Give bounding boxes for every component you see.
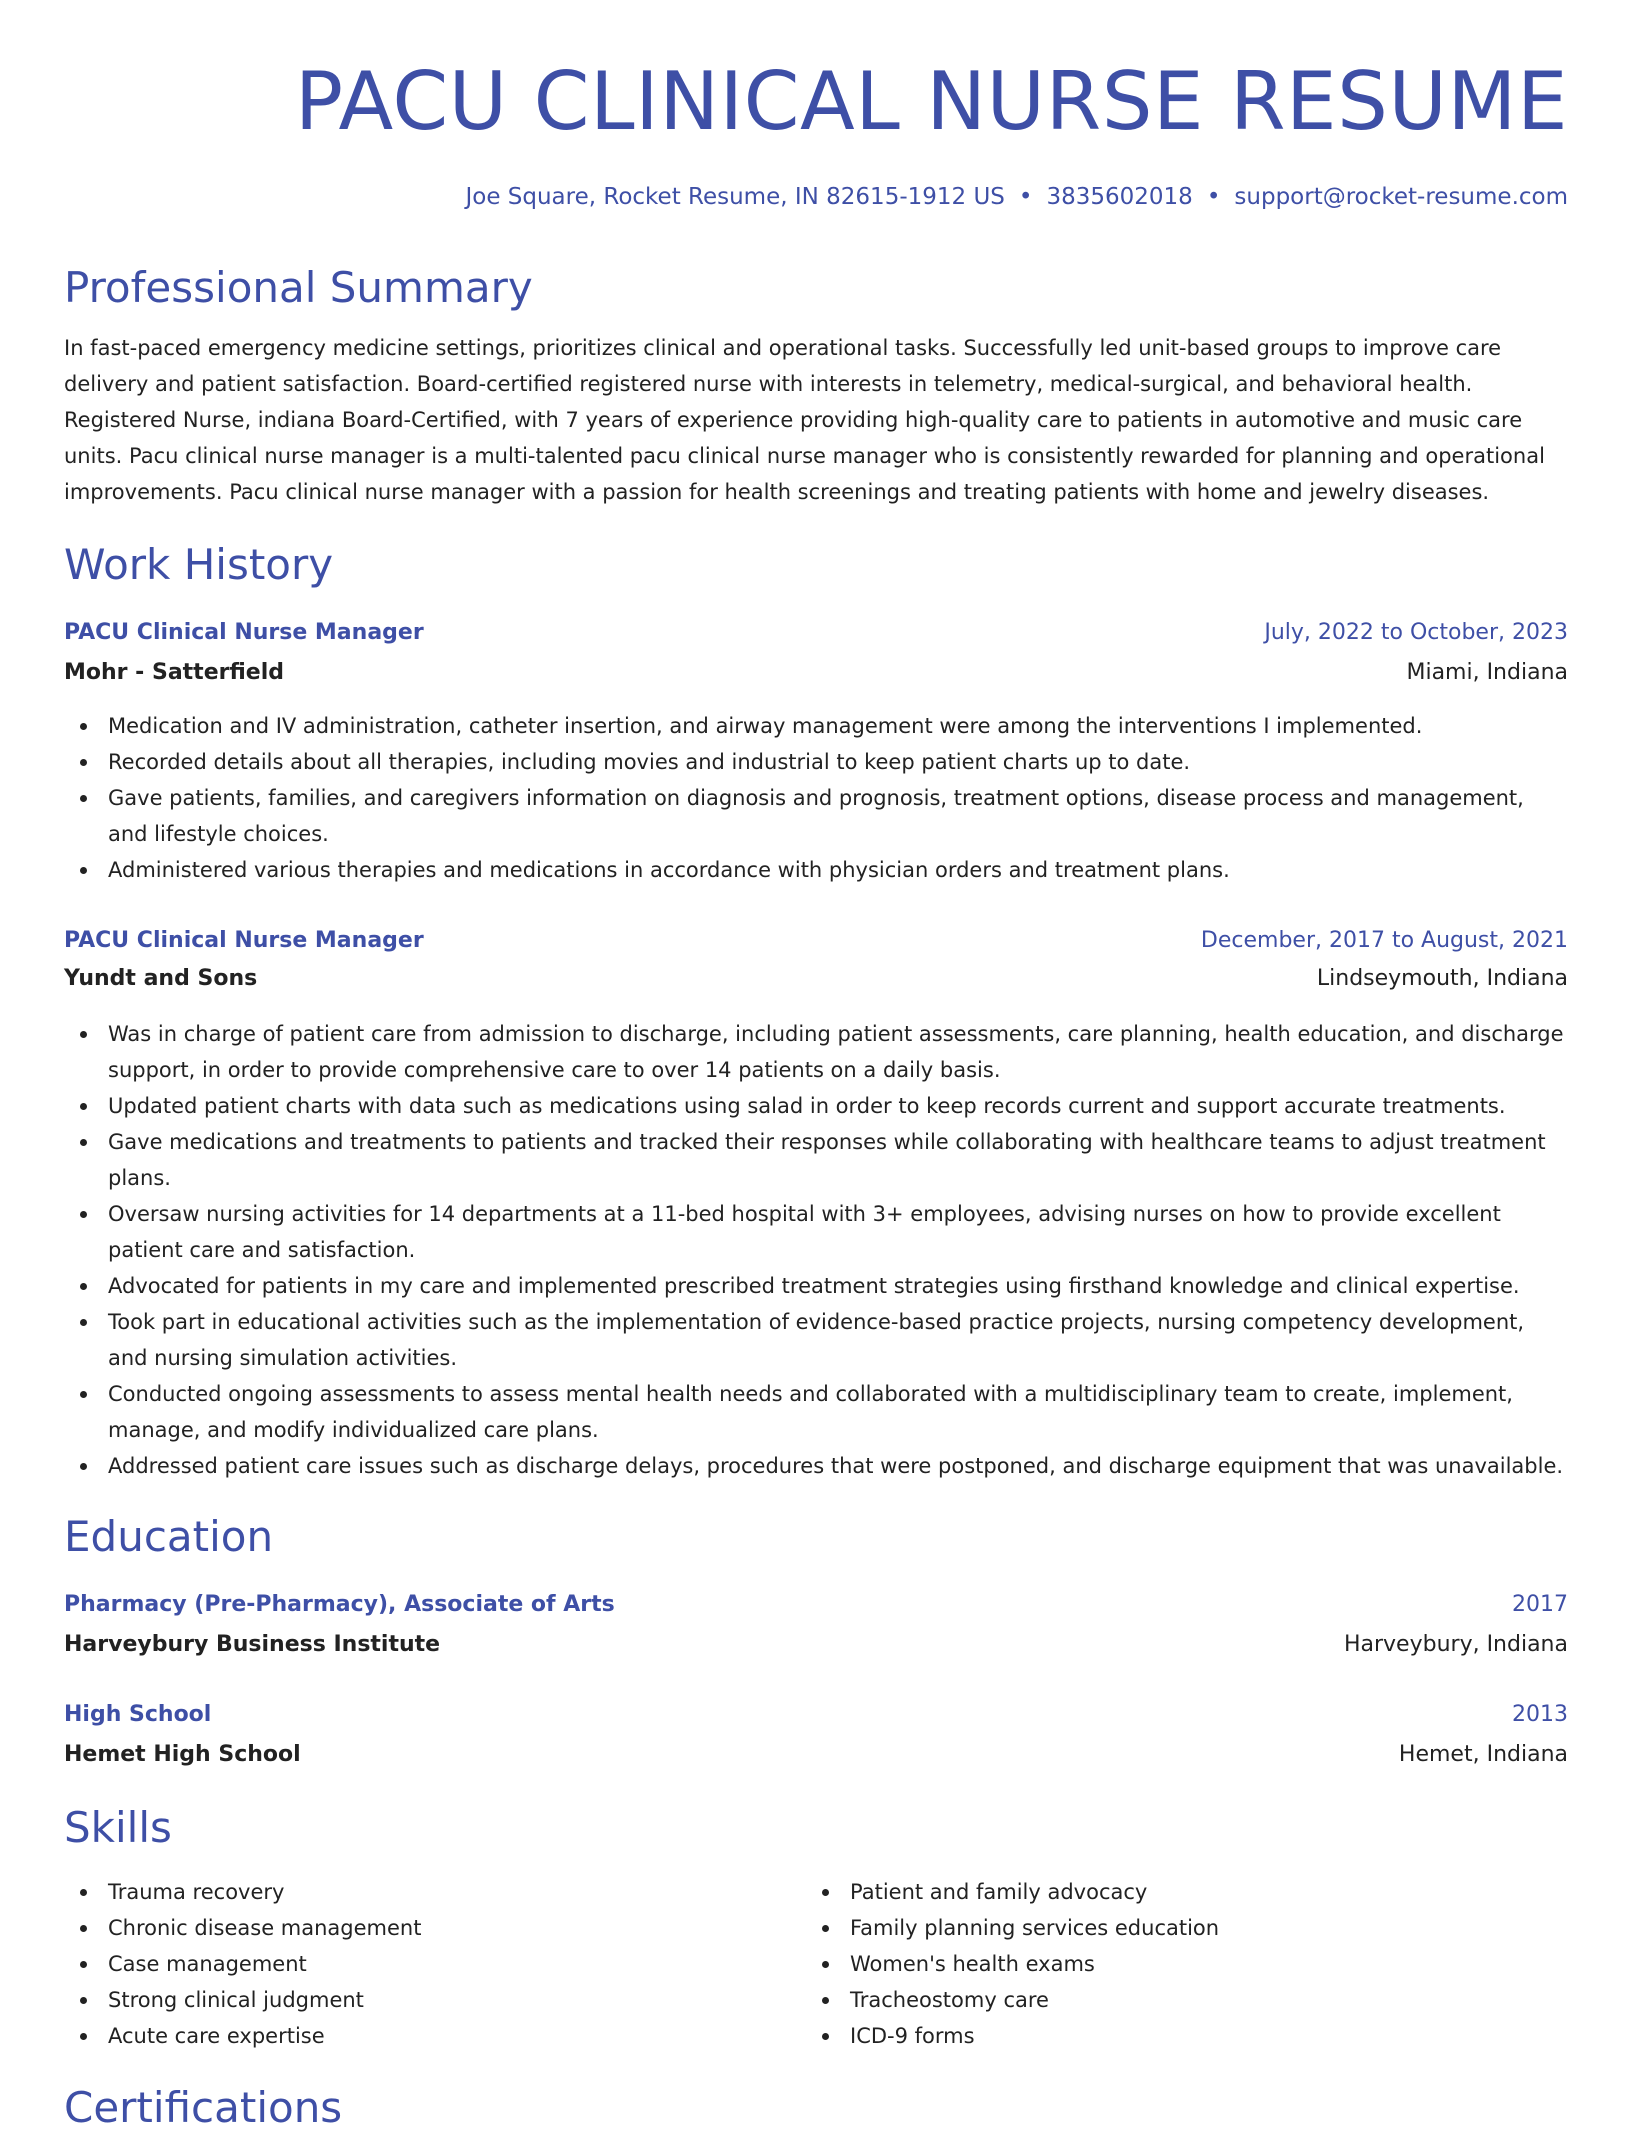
contact-email: support@rocket-resume.com bbox=[1234, 184, 1568, 210]
list-item: Trauma recovery bbox=[64, 1874, 1568, 1910]
job-dates: July, 2022 to October, 2023 bbox=[1264, 620, 1568, 645]
list-item: Tracheostomy care bbox=[806, 1982, 1632, 2018]
certifications-heading: Certifications bbox=[64, 2083, 343, 2132]
education-heading: Education bbox=[64, 1512, 274, 1561]
resume-title: PACU CLINICAL NURSE RESUME bbox=[294, 55, 1568, 148]
list-item: Patient and family advocacy bbox=[806, 1874, 1632, 1910]
list-item: Strong clinical judgment bbox=[64, 1982, 1568, 2018]
job-location: Lindseymouth, Indiana bbox=[1316, 966, 1568, 991]
list-item: Women's health exams bbox=[806, 1946, 1632, 1982]
job-title: PACU Clinical Nurse Manager bbox=[64, 620, 424, 645]
contact-line bbox=[465, 180, 1568, 214]
education-year: 2017 bbox=[1512, 1592, 1568, 1617]
job-dates: December, 2017 to August, 2021 bbox=[1200, 928, 1568, 953]
job-location: Miami, Indiana bbox=[1406, 660, 1568, 685]
list-item: Took part in educational activities such as the implementation of evidence-based practice projects, nursing competency development, and nursing simulation activities. bbox=[64, 1304, 1568, 1376]
skills-list-right bbox=[806, 1874, 1632, 2054]
education-school-row bbox=[64, 1628, 1568, 1662]
summary-heading: Professional Summary bbox=[64, 263, 533, 312]
list-item: Medication and IV administration, catheter insertion, and airway management were among the interventions I implemented. bbox=[64, 708, 1568, 744]
list-item: Updated patient charts with data such as medications using salad in order to keep records current and support accurate treatments. bbox=[64, 1088, 1568, 1124]
education-header bbox=[64, 1698, 1568, 1732]
list-item: Recorded details about all therapies, including movies and industrial to keep patient charts up to date. bbox=[64, 744, 1568, 780]
contact-phone: 3835602018 bbox=[1046, 184, 1193, 210]
skills-heading: Skills bbox=[64, 1803, 172, 1852]
job-company: Yundt and Sons bbox=[64, 966, 258, 991]
education-school: Harveybury Business Institute bbox=[64, 1632, 441, 1657]
list-item: Case management bbox=[64, 1946, 1568, 1982]
summary-text: In fast-paced emergency medicine settings, prioritizes clinical and operational tasks. Successfully led unit-based groups to improve care delivery and patient satisfaction. Board-certified registered nurse with interests in telemetry, medical-surgical, and behavioral health. Registered Nurse, indiana Board-Certified, with 7 years of experience providing high-quality care to patients in automotive and music care units. Pacu clinical nurse manager is a multi-talented pacu clinical nurse manager who is consistently rewarded for planning and operational improvements. Pacu clinical nurse manager with a passion for health screenings and treating patients with home and jewelry diseases. bbox=[64, 336, 1545, 504]
education-location: Harveybury, Indiana bbox=[1343, 1632, 1568, 1657]
list-item: Chronic disease management bbox=[64, 1910, 1568, 1946]
education-header bbox=[64, 1588, 1568, 1622]
list-item: Advocated for patients in my care and implemented prescribed treatment strategies using firsthand knowledge and clinical expertise. bbox=[64, 1268, 1568, 1304]
education-school-row bbox=[64, 1738, 1568, 1772]
job-company: Mohr - Satterfield bbox=[64, 660, 284, 685]
education-degree: High School bbox=[64, 1702, 212, 1727]
education-location: Hemet, Indiana bbox=[1398, 1742, 1568, 1767]
list-item: Gave medications and treatments to patients and tracked their responses while collaborating with healthcare teams to adjust treatment plans. bbox=[64, 1124, 1568, 1196]
job-bullets bbox=[64, 708, 1568, 888]
list-item: Gave patients, families, and caregivers information on diagnosis and prognosis, treatment options, disease process and management, and lifestyle choices. bbox=[64, 780, 1568, 852]
contact-separator: • bbox=[1206, 184, 1221, 210]
job-company-row bbox=[64, 656, 1568, 690]
list-item: Family planning services education bbox=[806, 1910, 1632, 1946]
list-item: Conducted ongoing assessments to assess mental health needs and collaborated with a multidisciplinary team to create, implement, manage, and modify individualized care plans. bbox=[64, 1376, 1568, 1448]
job-company-row bbox=[64, 962, 1568, 996]
education-year: 2013 bbox=[1512, 1702, 1568, 1727]
education-degree: Pharmacy (Pre-Pharmacy), Associate of Arts bbox=[64, 1592, 615, 1617]
job-header bbox=[64, 616, 1568, 650]
list-item: Oversaw nursing activities for 14 departments at a 11-bed hospital with 3+ employees, advising nurses on how to provide excellent patient care and satisfaction. bbox=[64, 1196, 1568, 1268]
job-bullets bbox=[64, 1016, 1568, 1484]
list-item: Was in charge of patient care from admission to discharge, including patient assessments, care planning, health education, and discharge support, in order to provide comprehensive care to over 14 patients on a daily basis. bbox=[64, 1016, 1568, 1088]
contact-separator: • bbox=[1018, 184, 1033, 210]
education-school: Hemet High School bbox=[64, 1742, 301, 1767]
list-item: Acute care expertise bbox=[64, 2018, 1568, 2054]
job-title: PACU Clinical Nurse Manager bbox=[64, 928, 424, 953]
contact-address: Joe Square, Rocket Resume, IN 82615-1912 US bbox=[465, 184, 1005, 210]
list-item: Administered various therapies and medications in accordance with physician orders and treatment plans. bbox=[64, 852, 1568, 888]
job-header bbox=[64, 924, 1568, 958]
list-item: ICD-9 forms bbox=[806, 2018, 1632, 2054]
work-heading: Work History bbox=[64, 540, 334, 589]
list-item: Addressed patient care issues such as discharge delays, procedures that were postponed, and discharge equipment that was unavailable. bbox=[64, 1448, 1568, 1484]
